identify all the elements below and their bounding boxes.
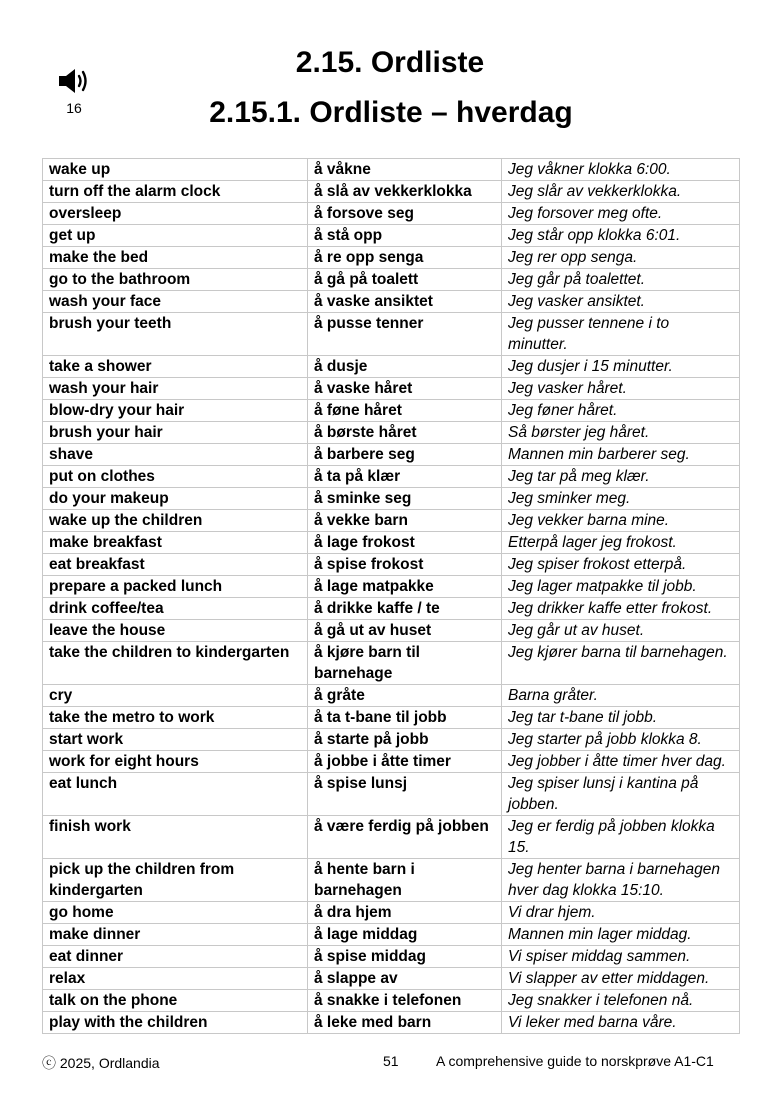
- table-row: [43, 356, 740, 378]
- english-term: brush your hair: [43, 422, 308, 444]
- example-sentence: Jeg er ferdig på jobben klokka 15.: [502, 816, 740, 859]
- example-sentence: Jeg våkner klokka 6:00.: [502, 159, 740, 181]
- norwegian-term: å spise lunsj: [308, 773, 502, 816]
- norwegian-term: å være ferdig på jobben: [308, 816, 502, 859]
- table-row: [43, 181, 740, 203]
- norwegian-term: å slappe av: [308, 968, 502, 990]
- table-row: [43, 990, 740, 1012]
- norwegian-term: å dusje: [308, 356, 502, 378]
- table-row: [43, 576, 740, 598]
- table-row: [43, 422, 740, 444]
- norwegian-term: å barbere seg: [308, 444, 502, 466]
- table-row: [43, 554, 740, 576]
- norwegian-term: å gå på toalett: [308, 269, 502, 291]
- norwegian-term: å kjøre barn til barnehage: [308, 642, 502, 685]
- table-row: [43, 707, 740, 729]
- example-sentence: Jeg jobber i åtte timer hver dag.: [502, 751, 740, 773]
- table-row: [43, 488, 740, 510]
- table-row: [43, 859, 740, 902]
- table-row: [43, 729, 740, 751]
- table-row: [43, 269, 740, 291]
- example-sentence: Jeg kjører barna til barnehagen.: [502, 642, 740, 685]
- norwegian-term: å slå av vekkerklokka: [308, 181, 502, 203]
- example-sentence: Jeg tar t-bane til jobb.: [502, 707, 740, 729]
- example-sentence: Jeg dusjer i 15 minutter.: [502, 356, 740, 378]
- footer-copyright: ⓒ 2025, Ordlandia: [42, 1055, 160, 1071]
- table-row: [43, 968, 740, 990]
- audio-track-number: 16: [66, 100, 82, 116]
- norwegian-term: å forsove seg: [308, 203, 502, 225]
- norwegian-term: å spise middag: [308, 946, 502, 968]
- english-term: start work: [43, 729, 308, 751]
- norwegian-term: å ta t-bane til jobb: [308, 707, 502, 729]
- example-sentence: Jeg sminker meg.: [502, 488, 740, 510]
- example-sentence: Jeg lager matpakke til jobb.: [502, 576, 740, 598]
- example-sentence: Jeg pusser tennene i to minutter.: [502, 313, 740, 356]
- english-term: relax: [43, 968, 308, 990]
- example-sentence: Jeg spiser frokost etterpå.: [502, 554, 740, 576]
- table-row: [43, 1012, 740, 1034]
- example-sentence: Jeg vasker ansiktet.: [502, 291, 740, 313]
- example-sentence: Jeg starter på jobb klokka 8.: [502, 729, 740, 751]
- example-sentence: Jeg går ut av huset.: [502, 620, 740, 642]
- norwegian-term: å drikke kaffe / te: [308, 598, 502, 620]
- table-row: [43, 378, 740, 400]
- english-term: make breakfast: [43, 532, 308, 554]
- norwegian-term: å føne håret: [308, 400, 502, 422]
- table-row: [43, 159, 740, 181]
- page-title: 2.15. Ordliste: [295, 46, 485, 79]
- english-term: play with the children: [43, 1012, 308, 1034]
- english-term: finish work: [43, 816, 308, 859]
- table-row: [43, 400, 740, 422]
- english-term: oversleep: [43, 203, 308, 225]
- footer-book-title: A comprehensive guide to norskprøve A1-C1: [436, 1053, 714, 1069]
- table-row: [43, 598, 740, 620]
- table-row: [43, 902, 740, 924]
- english-term: turn off the alarm clock: [43, 181, 308, 203]
- example-sentence: Mannen min lager middag.: [502, 924, 740, 946]
- norwegian-term: å spise frokost: [308, 554, 502, 576]
- norwegian-term: å starte på jobb: [308, 729, 502, 751]
- norwegian-term: å re opp senga: [308, 247, 502, 269]
- example-sentence: Jeg forsover meg ofte.: [502, 203, 740, 225]
- norwegian-term: å leke med barn: [308, 1012, 502, 1034]
- english-term: do your makeup: [43, 488, 308, 510]
- english-term: blow-dry your hair: [43, 400, 308, 422]
- table-row: [43, 313, 740, 356]
- vocabulary-table: [42, 158, 740, 1034]
- norwegian-term: å våkne: [308, 159, 502, 181]
- norwegian-term: å vekke barn: [308, 510, 502, 532]
- example-sentence: Barna gråter.: [502, 685, 740, 707]
- example-sentence: Vi slapper av etter middagen.: [502, 968, 740, 990]
- norwegian-term: å sminke seg: [308, 488, 502, 510]
- table-row: [43, 751, 740, 773]
- example-sentence: Etterpå lager jeg frokost.: [502, 532, 740, 554]
- example-sentence: Jeg spiser lunsj i kantina på jobben.: [502, 773, 740, 816]
- table-row: [43, 225, 740, 247]
- english-term: eat breakfast: [43, 554, 308, 576]
- norwegian-term: å gå ut av huset: [308, 620, 502, 642]
- english-term: work for eight hours: [43, 751, 308, 773]
- table-row: [43, 203, 740, 225]
- english-term: eat lunch: [43, 773, 308, 816]
- norwegian-term: å snakke i telefonen: [308, 990, 502, 1012]
- norwegian-term: å gråte: [308, 685, 502, 707]
- example-sentence: Vi leker med barna våre.: [502, 1012, 740, 1034]
- english-term: brush your teeth: [43, 313, 308, 356]
- english-term: drink coffee/tea: [43, 598, 308, 620]
- english-term: wake up: [43, 159, 308, 181]
- example-sentence: Jeg snakker i telefonen nå.: [502, 990, 740, 1012]
- english-term: leave the house: [43, 620, 308, 642]
- example-sentence: Jeg drikker kaffe etter frokost.: [502, 598, 740, 620]
- table-row: [43, 816, 740, 859]
- norwegian-term: å hente barn i barnehagen: [308, 859, 502, 902]
- table-row: [43, 946, 740, 968]
- footer-page-number: 51: [383, 1053, 399, 1069]
- table-row: [43, 247, 740, 269]
- english-term: eat dinner: [43, 946, 308, 968]
- example-sentence: Vi drar hjem.: [502, 902, 740, 924]
- table-row: [43, 532, 740, 554]
- norwegian-term: å lage matpakke: [308, 576, 502, 598]
- norwegian-term: å ta på klær: [308, 466, 502, 488]
- english-term: take the children to kindergarten: [43, 642, 308, 685]
- table-row: [43, 510, 740, 532]
- example-sentence: Jeg føner håret.: [502, 400, 740, 422]
- english-term: wash your hair: [43, 378, 308, 400]
- english-term: put on clothes: [43, 466, 308, 488]
- english-term: go to the bathroom: [43, 269, 308, 291]
- example-sentence: Vi spiser middag sammen.: [502, 946, 740, 968]
- table-row: [43, 685, 740, 707]
- english-term: cry: [43, 685, 308, 707]
- english-term: take a shower: [43, 356, 308, 378]
- example-sentence: Jeg vekker barna mine.: [502, 510, 740, 532]
- page-subtitle: 2.15.1. Ordliste – hverdag: [209, 96, 573, 129]
- example-sentence: Jeg tar på meg klær.: [502, 466, 740, 488]
- english-term: talk on the phone: [43, 990, 308, 1012]
- example-sentence: Så børster jeg håret.: [502, 422, 740, 444]
- english-term: make the bed: [43, 247, 308, 269]
- example-sentence: Jeg står opp klokka 6:01.: [502, 225, 740, 247]
- example-sentence: Jeg går på toalettet.: [502, 269, 740, 291]
- table-row: [43, 291, 740, 313]
- english-term: pick up the children from kindergarten: [43, 859, 308, 902]
- example-sentence: Jeg henter barna i barnehagen hver dag klokka 15:10.: [502, 859, 740, 902]
- norwegian-term: å lage middag: [308, 924, 502, 946]
- norwegian-term: å stå opp: [308, 225, 502, 247]
- table-row: [43, 773, 740, 816]
- norwegian-term: å vaske ansiktet: [308, 291, 502, 313]
- table-row: [43, 444, 740, 466]
- example-sentence: Jeg slår av vekkerklokka.: [502, 181, 740, 203]
- norwegian-term: å jobbe i åtte timer: [308, 751, 502, 773]
- table-row: [43, 924, 740, 946]
- english-term: go home: [43, 902, 308, 924]
- english-term: make dinner: [43, 924, 308, 946]
- english-term: wake up the children: [43, 510, 308, 532]
- table-row: [43, 620, 740, 642]
- english-term: get up: [43, 225, 308, 247]
- example-sentence: Jeg vasker håret.: [502, 378, 740, 400]
- norwegian-term: å børste håret: [308, 422, 502, 444]
- english-term: prepare a packed lunch: [43, 576, 308, 598]
- english-term: take the metro to work: [43, 707, 308, 729]
- norwegian-term: å dra hjem: [308, 902, 502, 924]
- table-row: [43, 642, 740, 685]
- example-sentence: Jeg rer opp senga.: [502, 247, 740, 269]
- example-sentence: Mannen min barberer seg.: [502, 444, 740, 466]
- english-term: shave: [43, 444, 308, 466]
- table-row: [43, 466, 740, 488]
- norwegian-term: å vaske håret: [308, 378, 502, 400]
- norwegian-term: å lage frokost: [308, 532, 502, 554]
- english-term: wash your face: [43, 291, 308, 313]
- norwegian-term: å pusse tenner: [308, 313, 502, 356]
